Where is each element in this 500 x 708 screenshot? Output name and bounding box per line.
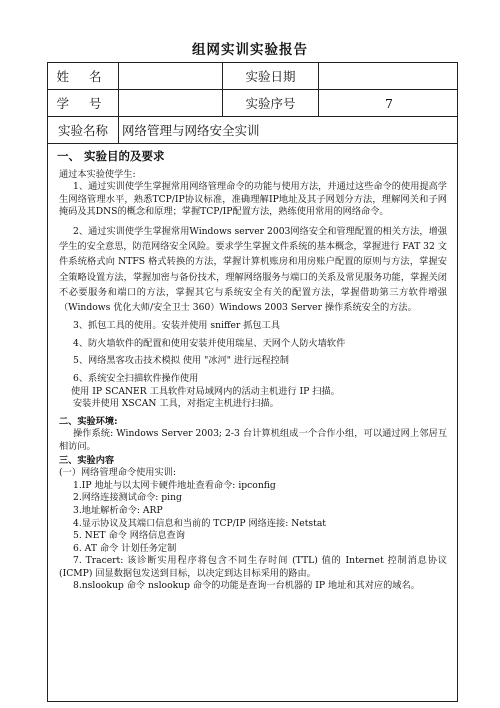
seq-label: 实验序号	[222, 90, 318, 116]
section1-item6a: 使用 IP SCANER 工具软件对局域网内的活动主机进行 IP 扫描。	[71, 385, 340, 397]
section3-sub1: (一）网络管理命令使用实训:	[59, 467, 176, 479]
section2-heading: 二、实验环境:	[59, 415, 118, 427]
section3-item7: 7. Tracert: 该诊断实用程序将包含不同生存时间 (TTL) 值的 Internet 控制消息协议 (ICMP) 回显数据包发送到目标，以决定到达目标采用的路由。	[59, 555, 447, 579]
section1-para2: 2、通过实训使学生掌握常用Windows server 2003网络安全和管理配置的相关方法，增强学生的安全意思，防范网络安全风险。要求学生掌握文件系统的基本概念，掌握进行 FAT 32 文件系统格式向 NTFS 格式转换的方法，掌握计算机账房和用房账户配置的原则与方法，掌握安全策略设置方法，掌握加密与备份技术，理解网络服务与端口的关系及常见服务功能，掌握关闭不必要服务和端口的方法，掌握其它与系统安全有关的配置方法，掌握借助第三方软件增强（Windows 优化大师/安全卫士 360）Windows 2003 Server 操作系统安全的方法。	[59, 225, 447, 313]
section1-item4: 4、防火墙软件的配置和使用安装并使用瑞星、天网个人防火墙软件	[73, 337, 346, 349]
section1-heading: 一、 实验目的及要求	[57, 149, 165, 163]
header-row-exp-name	[48, 117, 457, 144]
name-value[interactable]	[118, 63, 222, 89]
section2-text: 操作系统: Windows Server 2003; 2-3 台计算机组成一个合作小组，可以通过网上邻居互相访问。	[59, 428, 447, 452]
report-title: 组网实训实验报告	[192, 42, 308, 58]
section3-heading: 三、实验内容	[59, 454, 115, 466]
exp-name-value: 网络管理与网络安全实训	[118, 117, 459, 143]
name-label: 姓 名	[56, 69, 110, 84]
section1-para1: 1、通过实训使学生掌握常用网络管理命令的功能与使用方法，并通过这些命令的使用提高学生网络管理水平，熟悉TCP/IP协议标准，准确理解IP地址及其子网划分方法，理解网关和子网掩码及其DNS的概念和原理；掌握TCP/IP配置方法，熟练使用常用的网络命令。	[59, 181, 447, 218]
number-label: 学 号	[56, 96, 110, 111]
section1-item6b: 安装并使用 XSCAN 工具，对指定主机进行扫描。	[73, 398, 279, 410]
report-table	[47, 62, 458, 702]
section3-item: 6. AT 命令 计划任务定制	[73, 542, 177, 554]
header-row-number	[48, 90, 457, 117]
date-label: 实验日期	[222, 63, 318, 89]
exp-name-label: 实验名称	[57, 123, 108, 138]
header-row-name	[48, 63, 457, 90]
section1-item3: 3、抓包工具的使用。安装并使用 sniffer 抓包工具	[73, 320, 280, 332]
section3-item: 2.网络连接测试命令: ping	[73, 492, 182, 504]
section3-item: 4.显示协议及其端口信息和当前的 TCP/IP 网络连接: Netstat	[73, 517, 326, 529]
section3-item: 5. NET 命令 网络信息查询	[73, 530, 185, 542]
section1-intro: 通过本实验使学生:	[59, 168, 136, 180]
date-value[interactable]	[318, 63, 459, 89]
section1-item5: 5、网络黑客攻击技术模拟 使用 "冰河" 进行远程控制	[73, 355, 289, 367]
number-value[interactable]	[118, 90, 222, 116]
seq-value: 7	[318, 90, 459, 116]
section3-item: 3.地址解析命令: ARP	[73, 504, 163, 516]
section3-item8: 8.nslookup 命令 nslookup 命令的功能是查询一台机器的 IP 地址和其对应的域名。	[73, 580, 420, 592]
section1-item6: 6、系统安全扫描软件操作使用	[73, 372, 199, 384]
report-body	[48, 144, 457, 593]
section3-item: 1.IP 地址与以太网卡硬件地址查看命令: ipconfig	[73, 479, 276, 491]
